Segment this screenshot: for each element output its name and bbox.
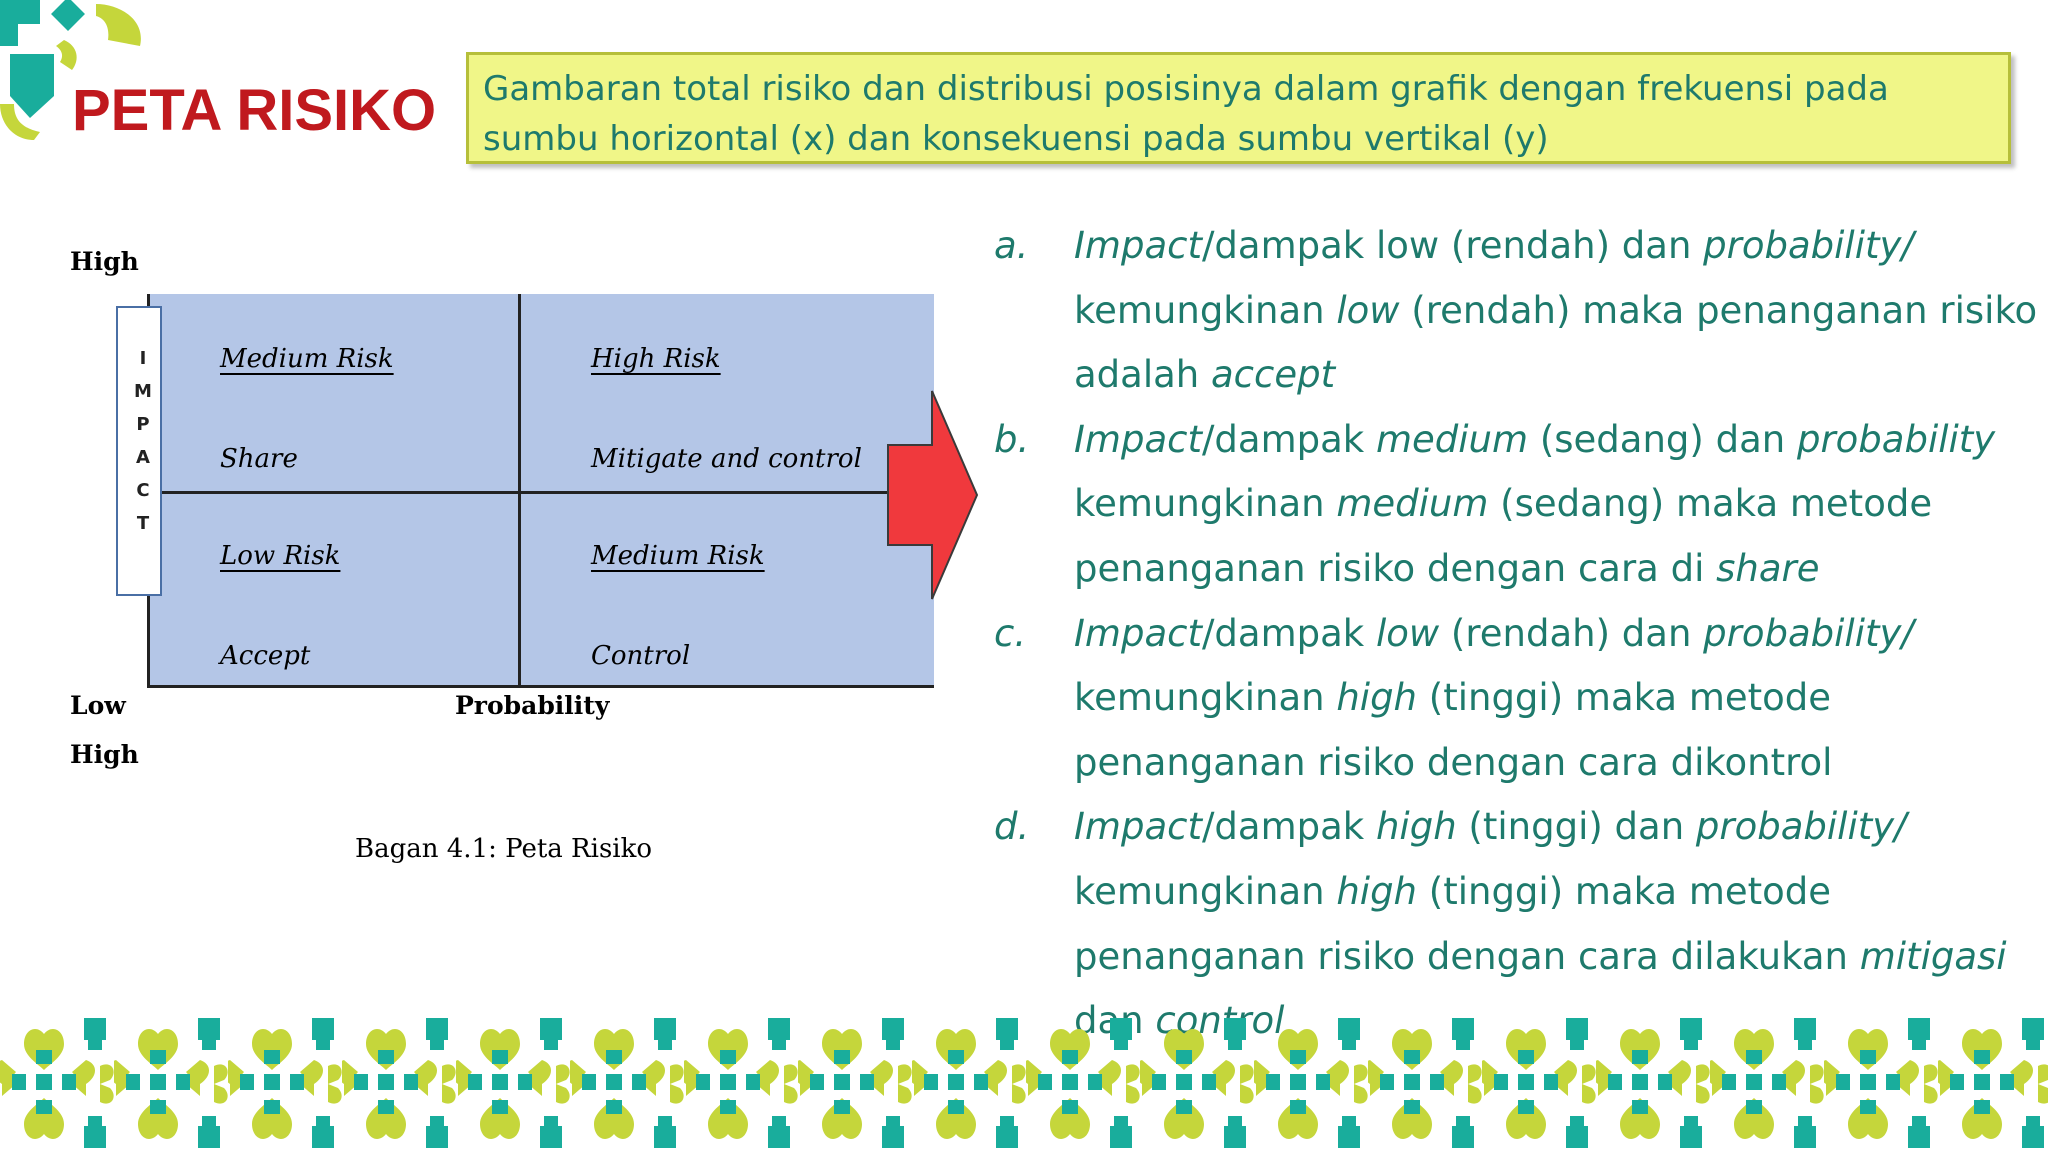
text-segment: /dampak xyxy=(1201,611,1376,655)
cell-top-left-risk: Medium Risk xyxy=(220,344,394,374)
emphasis-term: accept xyxy=(1211,353,1336,397)
emphasis-term: probability/ xyxy=(1703,224,1914,267)
y-axis-high-label: High xyxy=(70,247,139,276)
emphasis-term: high xyxy=(1336,869,1418,913)
emphasis-term: low xyxy=(1336,288,1400,332)
explanation-item xyxy=(994,602,2048,796)
impact-letter: A xyxy=(136,447,150,468)
item-marker: a. xyxy=(994,224,1029,267)
text-segment: kemungkinan xyxy=(1074,482,1337,526)
banner-text xyxy=(483,64,1992,164)
emphasis-term: probability/ xyxy=(1695,805,1907,849)
emphasis-term: high xyxy=(1375,805,1457,849)
impact-letter: T xyxy=(136,513,150,534)
emphasis-term: share xyxy=(1716,546,1820,590)
impact-letter: P xyxy=(136,414,150,435)
matrix-horizontal-divider xyxy=(162,491,897,494)
text-segment: (tinggi) maka metode penanganan risiko dengan cara dikontrol xyxy=(1074,676,1833,784)
item-text xyxy=(1074,795,2048,1053)
low-label: Low xyxy=(70,691,126,720)
text-segment: (rendah) maka penanganan risiko adalah xyxy=(1074,288,2038,397)
page-title: PETA RISIKO xyxy=(72,78,437,143)
cell-top-left-action: Share xyxy=(220,444,298,474)
text-segment: (rendah) dan xyxy=(1439,611,1704,655)
explanation-item xyxy=(994,795,2048,1053)
cell-top-right-action: Mitigate and control xyxy=(591,444,862,474)
cell-bottom-right-risk: Medium Risk xyxy=(591,541,765,571)
text-segment: /dampak xyxy=(1201,417,1376,461)
emphasis-term: Impact xyxy=(1074,224,1202,267)
text-segment: (tinggi) dan xyxy=(1456,805,1696,849)
text-segment: (sedang) dan xyxy=(1528,417,1797,461)
emphasis-term: medium xyxy=(1375,417,1529,461)
impact-letter: C xyxy=(136,480,150,501)
emphasis-term: low xyxy=(1375,611,1440,655)
explanation-item xyxy=(994,408,2048,602)
definition-banner xyxy=(466,52,2011,164)
emphasis-term: Impact xyxy=(1074,417,1202,461)
emphasis-term: high xyxy=(1336,676,1418,720)
text-segment: /dampak xyxy=(1201,805,1376,849)
text-segment: kemungkinan xyxy=(1074,288,1337,332)
text-segment: kemungkinan xyxy=(1074,676,1337,720)
text-segment: kemungkinan xyxy=(1074,869,1337,913)
banner-line-2: sumbu horizontal (x) dan konsekuensi pada sumbu vertikal (y) xyxy=(483,119,1549,159)
item-text xyxy=(1074,214,2048,408)
cell-bottom-right-action: Control xyxy=(591,641,691,671)
item-marker: c. xyxy=(994,611,1027,655)
decorative-border-pattern xyxy=(0,1016,2048,1152)
emphasis-term: Impact xyxy=(1074,611,1202,655)
cell-bottom-left-risk: Low Risk xyxy=(220,541,341,571)
item-text xyxy=(1074,408,2048,602)
impact-letter: I xyxy=(139,348,147,369)
emphasis-term: mitigasi xyxy=(1859,934,2007,978)
high-bottom-label: High xyxy=(70,740,139,769)
x-axis-label: Probability xyxy=(455,691,610,720)
diagram-caption: Bagan 4.1: Peta Risiko xyxy=(355,834,653,864)
impact-axis-label xyxy=(132,342,154,540)
item-text xyxy=(1074,602,2048,796)
text-segment: /dampak low (rendah) dan xyxy=(1201,224,1704,267)
arrow-right-icon xyxy=(885,388,980,603)
emphasis-term: probability/ xyxy=(1703,611,1914,655)
impact-letter: M xyxy=(134,381,152,402)
text-segment: (sedang) maka metode penanganan risiko dengan cara di xyxy=(1074,482,1933,590)
item-marker: b. xyxy=(994,417,1030,461)
text-segment: (tinggi) maka metode penanganan risiko dengan cara dilakukan xyxy=(1074,869,1860,978)
item-marker: d. xyxy=(994,805,1030,849)
emphasis-term: medium xyxy=(1336,482,1489,526)
cell-bottom-left-action: Accept xyxy=(220,641,311,671)
explanation-item xyxy=(994,214,2048,408)
emphasis-term: probability xyxy=(1796,417,1996,461)
emphasis-term: Impact xyxy=(1074,805,1202,849)
cell-top-right-risk: High Risk xyxy=(591,344,721,374)
banner-line-1: Gambaran total risiko dan distribusi posisinya dalam grafik dengan frekuensi pada xyxy=(483,69,1889,109)
explanation-list xyxy=(994,214,2048,1054)
